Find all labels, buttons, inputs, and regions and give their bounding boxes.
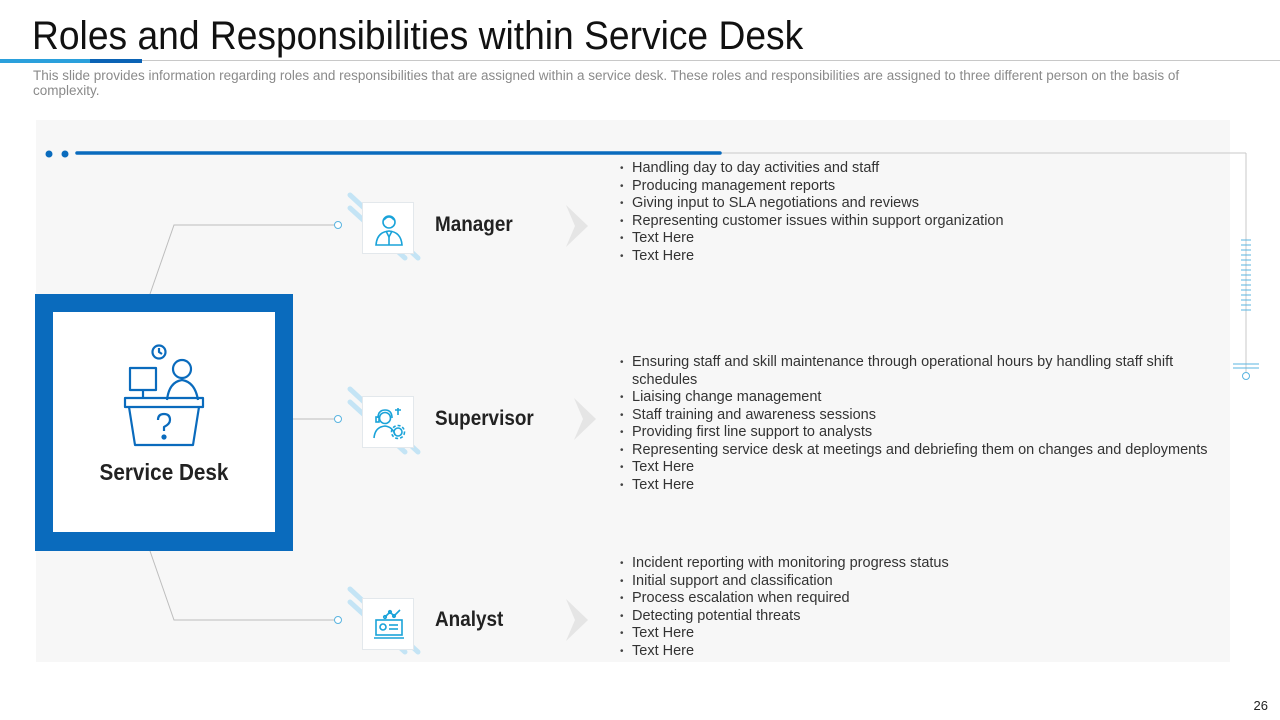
list-item: • Representing service desk at meetings and debriefing them on changes and deployments: [620, 442, 1220, 460]
connector-manager: [150, 225, 335, 294]
role-label-analyst: Analyst: [435, 608, 504, 631]
role-label-manager: Manager: [435, 213, 513, 236]
list-item: • Representing customer issues within support organization: [620, 213, 1220, 231]
list-item: • Text Here: [620, 230, 1220, 248]
list-item: • Process escalation when required: [620, 590, 1220, 608]
list-item: • Text Here: [620, 643, 1220, 661]
service-desk-icon: [122, 342, 206, 448]
chevron-right-icon: [566, 599, 588, 641]
list-item: • Text Here: [620, 248, 1220, 266]
list-item: • Producing management reports: [620, 178, 1220, 196]
connector-analyst: [150, 551, 335, 620]
list-item: • Providing first line support to analysts: [620, 424, 1220, 442]
list-item: • Initial support and classification: [620, 573, 1220, 591]
analyst-responsibilities: [620, 555, 1220, 660]
dot-1: [46, 151, 53, 158]
analyst-icon-box: [362, 598, 414, 650]
list-item: • Text Here: [620, 459, 1220, 477]
list-item: • Staff training and awareness sessions: [620, 407, 1220, 425]
list-item: • Incident reporting with monitoring progress status: [620, 555, 1220, 573]
list-item: • Handling day to day activities and staff: [620, 160, 1220, 178]
analyst-icon: [371, 607, 407, 643]
manager-icon: [371, 211, 407, 247]
list-item: • Giving input to SLA negotiations and reviews: [620, 195, 1220, 213]
service-desk-card: [53, 312, 275, 532]
slide-title: Roles and Responsibilities within Service Desk: [32, 14, 804, 58]
chevron-right-icon: [574, 398, 596, 440]
list-item: • Liaising change management: [620, 389, 1220, 407]
supervisor-icon: [371, 405, 407, 441]
service-desk-block: [35, 294, 293, 551]
page-number: 26: [1253, 698, 1268, 713]
slide-subtitle: This slide provides information regarding roles and responsibilities that are assigned within a service desk. These roles and responsibilities are assigned to three different person on the basis of complexity.: [33, 68, 1180, 98]
chevron-right-icon: [566, 205, 588, 247]
manager-icon-box: [362, 202, 414, 254]
list-item: • Ensuring staff and skill maintenance through operational hours by handling staff shift schedules: [620, 354, 1220, 389]
list-item: • Text Here: [620, 625, 1220, 643]
service-desk-label: Service Desk: [99, 459, 229, 485]
list-item: • Detecting potential threats: [620, 608, 1220, 626]
dot-2: [62, 151, 69, 158]
manager-responsibilities: [620, 160, 1220, 265]
list-item: • Text Here: [620, 477, 1220, 495]
supervisor-icon-box: [362, 396, 414, 448]
supervisor-responsibilities: [620, 354, 1220, 494]
role-label-supervisor: Supervisor: [435, 407, 534, 430]
